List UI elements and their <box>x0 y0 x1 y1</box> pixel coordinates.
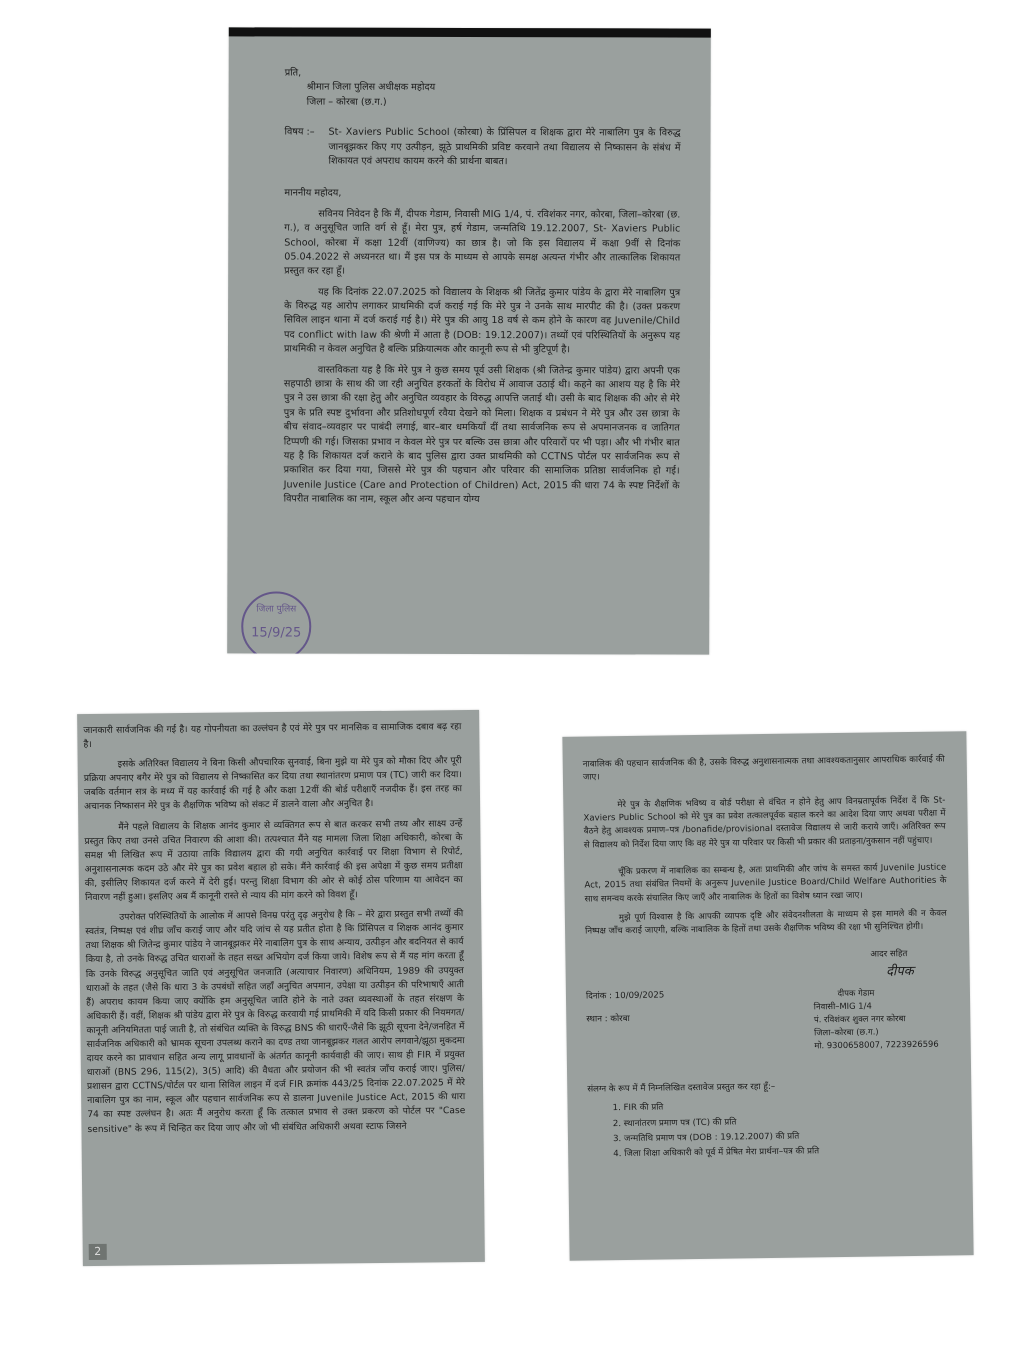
paragraph: चूँकि प्रकरण में नाबालिक का सम्बन्ध है, अतः प्राथमिकी और जांच के समस्त कार्य Juvenile Justice Act, 2015 तथा संबंधित नियमों के अनुरूप Juvenile Justice Board/Child Welfare Authorities के साथ समन्वय करके संचालित किए जाएँ और नाबालिक के हितों का विशेष ध्यान रखा जाए। <box>584 862 947 905</box>
sender-line: जिला–कोरबा (छ.ग.) <box>814 1026 879 1038</box>
paragraph: मेरे पुत्र के शैक्षणिक भविष्य व बोर्ड परीक्षा से वंचित न होने हेतु आप विनम्रतापूर्वक निर्देश दें कि St- Xaviers Public School को मेरे पुत्र का प्रवेश तत्कालपूर्वक बहाल करने का आदेश दिया जाए अथवा परीक्षा में बैठने हेतु आवश्यक प्रमाण–पत्र /bonafide/provisional दस्तावेज विद्यालय से जारी कराये जाएँ। अतिरिक्त रूप से विद्यालय को निर्देश दिया जाए कि वह मेरे पुत्र या परिवार पर किसी भी प्रकार की प्रताड़ना/नुकसान नहीं पहुंचाए। <box>583 795 946 851</box>
subject-text: St- Xaviers Public School (कोरबा) के प्रिंसिपल व शिक्षक द्वारा मेरे नाबालिग पुत्र के विरुद्ध जानबूझकर किए गए उत्पीड़न, झूठे प्राथमिकी प्रविष्ट करवाने तथा विद्यालय से निष्कासन के संबंध में शिकायत एवं अपराध कायम करने की प्रार्थना बाबत। <box>328 126 681 168</box>
list-item: 2. स्थानांतरण प्रमाण पत्र (TC) की प्रति <box>624 1113 950 1131</box>
sender-block <box>586 985 949 1055</box>
enclosures-intro: संलग्न के रूप में मैं निम्नलिखित दस्तावेज प्रस्तुत कर रहा हूँ:– <box>587 1081 776 1095</box>
stamp-text: जिला पुलिस <box>256 604 297 615</box>
sender-name: दीपक गेडाम <box>837 987 875 998</box>
list-item: 1. FIR की प्रति <box>623 1098 949 1116</box>
salutation: माननीय महोदय, <box>284 187 342 200</box>
page-number: 2 <box>89 1244 107 1260</box>
subject-label: विषय :– <box>284 126 315 138</box>
paragraph: उपरोक्त परिस्थितियों के आलोक में आपसे विनम्र परंतु दृढ़ अनुरोध है कि – मेरे द्वारा प्रस्तुत सभी तथ्यों की स्वतंत्र, निष्पक्ष एवं शीघ्र जाँच कराई जाए और यदि जांच से यह प्रतीत होता है कि प्रिंसिपल व शिक्षक आनंद कुमार तथा शिक्षक श्री जितेन्द्र कुमार पांडेय ने जानबूझकर मेरे नाबालिग पुत्र के साथ अन्याय, उत्पीड़न और बदनियत से कार्य किया है, तो उनके विरुद्ध उचित धाराओं के तहत सख्त अभियोग दर्ज किया जाये। विशेष रूप से मैं यह मांग करता हूँ कि उनके विरुद्ध अनुसूचित जाति एवं अनुसूचित जनजाति (अत्याचार निवारण) अधिनियम, 1989 की उपयुक्त धाराओं के तहत (जैसे कि धारा 3 के उपबंधों सहित जहाँ अनुचित अपमान, उपेक्षा या उत्पीड़न की परिभाषाएँ आती हैं) अपराध कायम किया जाए क्योंकि हम अनुसूचित जाति होने के नाते उक्त व्यवस्थाओं के तहत संरक्षण के अधिकारी हैं। वहीं, शिक्षक श्री पांडेय द्वारा मेरे पुत्र के विरुद्ध करवायी गई प्राथमिकी में यदि किसी प्रकार की नियमगत/कानूनी अनियमितता पाई जाती है, तो संबंधित व्यक्ति के विरुद्ध BNS की धाराएँ-जैसे कि झूठी सूचना देने/जनहित में सार्वजनिक अधिकारी को भ्रामक सूचना उपलब्ध कराने का दण्ड तथा जानबूझकर गलत आरोप लगवाने/झूठा मुकदमा दायर करने का प्रावधान सहित अन्य लागू प्रावधानों के अंतर्गत कानूनी कार्यवाही की जाए। साथ ही FIR में प्रयुक्त धाराओं (BNS 296, 115(2), 3(5) आदि) की वैधता और प्रयोजन की भी स्वतंत्र जाँच कराई जाए। पुलिस/प्रशासन द्वारा CCTNS/पोर्टल पर थाना सिविल लाइन में दर्ज FIR क्रमांक 443/25 दिनांक 22.07.2025 में मेरे नाबालिग पुत्र का नाम, स्कूल और पहचान सार्वजनिक रूप से डालना Juvenile Justice Act, 2015 की धारा 74 का स्पष्ट उल्लंघन है। अतः मैं अनुरोध करता हूँ कि तत्काल प्रभाव से उक्त प्रकरण को पोर्टल पर "Case sensitive" के रूप में चिन्हित कर दिया जाए और जो भी संबंधित अधिकारी अथवा स्टाफ जिसने <box>85 909 466 1135</box>
address-block <box>285 67 681 111</box>
paragraph: मैंने पहले विद्यालय के शिक्षक आनंद कुमार से व्यक्तिगत रूप से बात करकर सभी तथ्य और साक्ष्य उन्हें प्रस्तुत किए तथा उनसे उचित निवारण की आशा की। तत्पश्चात मैंने यह मामला जिला शिक्षा अधिकारी, कोरबा के समक्ष भी लिखित रूप में उठाया ताकि विद्यालय द्वारा की गयी अनुचित कार्रवाई पर शिक्षा विभाग से रिपोर्ट, अनुशासनात्मक कदम उठे और मेरे पुत्र का प्रवेश बहाल हो सके। मैंने कार्रवाई की इस अपेक्षा में कुछ समय प्रतीक्षा की, इसीलिए शिकायत दर्ज करने में देरी हुई। परन्तु शिक्षा विभाग की ओर से कोई ठोस परिणाम या आवेदन का निवारण नहीं हुआ। इसलिए अब मैं कानूनी रास्ते से न्याय की मांग करने को विवश हूँ। <box>84 818 463 904</box>
police-stamp <box>241 591 311 654</box>
paragraph: सविनय निवेदन है कि मैं, दीपक गेडाम, निवासी MIG 1/4, पं. रविशंकर नगर, कोरबा, जिला–कोरबा (छ. ग.), व अनुसूचित जाति वर्ग से हूँ। मेरा पुत्र, हर्ष गेडाम, जन्मतिथि 19.12.2007, St- Xaviers Public School, कोरबा में कक्षा 12वीं (वाणिज्य) का छात्र है। जो कि इस विद्यालय में कक्षा 9वीं से दिनांक 05.04.2022 से अध्यनरत था। मैं इस पत्र के माध्यम से आपके समक्ष अत्यन्त गंभीर और तात्कालिक शिकायत प्रस्तुत कर रहा हूँ। <box>284 208 681 277</box>
recipient-line: श्रीमान जिला पुलिस अधीक्षक महोदय <box>306 81 436 94</box>
paragraph: वास्तविकता यह है कि मेरे पुत्र ने कुछ समय पूर्व उसी शिक्षक (श्री जितेन्द्र कुमार पांडेय) द्वारा अपनी एक सहपाठी छात्रा के साथ की जा रही अनुचित हरकतों के विरोध में आवाज उठाई थी। कहने का आशय यह है कि मेरे पुत्र ने उस छात्रा की रक्षा हेतु और अनुचित व्यवहार के विरुद्ध आपत्ति जताई थी। उसी के बाद शिक्षक की ओर से मेरे पुत्र के प्रति स्पष्ट दुर्भावना और प्रतिशोधपूर्ण रवैया देखने को मिला। शिक्षक व प्रबंधन ने मेरे पुत्र और उस छात्रा के बीच संवाद–व्यवहार पर पाबंदी लगाई, बार–बार धमकियाँ दीं तथा सार्वजनिक रूप से अपमानजनक व जातिगत टिप्पणी की गई। जिसका प्रभाव न केवल मेरे पुत्र पर बल्कि उस छात्रा और परिवारों पर भी पड़ा। और भी गंभीर बात यह है कि शिकायत दर्ज कराने के बाद पुलिस द्वारा उक्त प्राथमिकी को CCTNS पोर्टल पर सार्वजनिक रूप से प्रकाशित कर दिया गया, जिससे मेरे पुत्र की पहचान और परिवार की सामाजिक प्रतिष्ठा सार्वजनिक हो गई। Juvenile Justice (Care and Protection of Children) Act, 2015 की धारा 74 के स्पष्ट निर्देशों के विपरीत नाबालिक का नाम, स्कूल और अन्य पहचान योग्य <box>283 364 680 506</box>
sender-line: निवासी–MIG 1/4 <box>813 1000 872 1012</box>
list-item: 3. जन्मतिथि प्रमाण पत्र (DOB : 19.12.2007) की प्रति <box>624 1128 950 1146</box>
sender-phone: मो. 9300658007, 7223926596 <box>814 1038 939 1051</box>
paragraph: नाबालिक की पहचान सार्वजनिक की है, उसके विरुद्ध अनुशासनात्मक तथा आवश्यकतानुसार आपराधिक कार्रवाई की जाए। <box>582 754 945 783</box>
letter-date: दिनांक : 10/09/2025 <box>585 990 665 1002</box>
list-item: 4. जिला शिक्षा अधिकारी को पूर्व में प्रेषित मेरा प्रार्थना–पत्र की प्रति <box>624 1144 950 1162</box>
letter-page-2 <box>77 710 485 1266</box>
closing: आदर सहित <box>870 949 908 961</box>
paragraph: इसके अतिरिक्त विद्यालय ने बिना किसी औपचारिक सुनवाई, बिना मुझे या मेरे पुत्र को मौका दिए और पूरी प्रक्रिया अपनाए बगैर मेरे पुत्र को विद्यालय से निष्कासित कर दिया तथा स्थानांतरण प्रमाण पत्र (TC) जारी कर दिया। जबकि वर्तमान सत्र के मध्य में यह कार्रवाई की गई है और कक्षा 12वीं की बोर्ड परीक्षाएँ नजदीक हैं। इस तरह का अचानक निष्कासन मेरे पुत्र के शैक्षणिक भविष्य को संकट में डालने वाला और अनुचित है। <box>83 756 462 813</box>
district-line: जिला – कोरबा (छ.ग.) <box>306 96 387 108</box>
letter-page-3 <box>562 731 973 1261</box>
letter-page-1 <box>227 27 711 654</box>
paragraph: यह कि दिनांक 22.07.2025 को विद्यालय के शिक्षक श्री जितेंद्र कुमार पांडेय के द्वारा मेरे नाबालिग पुत्र के विरुद्ध यह आरोप लगाकर प्राथमिकी दर्ज कराई गई कि मेरे पुत्र ने उनके साथ मारपीट की है। (उक्त प्रकरण सिविल लाइन थाना में दर्ज कराई गई है।) मेरे पुत्र की आयु 18 वर्ष से कम होने के कारण वह Juvenile/Child पद conflict with law की श्रेणी में आता है (DOB: 19.12.2007)। तथ्यों एवं परिस्थितियों के अनुरूप यह प्राथमिकी न केवल अनुचित है बल्कि प्रक्रियात्मक और कानूनी रूप से भी त्रुटिपूर्ण है। <box>283 286 681 356</box>
signature: दीपक <box>885 963 914 980</box>
enclosure-list <box>587 1098 950 1162</box>
letter-place: स्थान : कोरबा <box>586 1014 630 1025</box>
sender-line: पं. रविशंकर शुक्ल नगर कोरबा <box>813 1013 906 1025</box>
enclosures <box>587 1078 950 1162</box>
date-place <box>586 989 665 1055</box>
to-line: प्रति, <box>284 67 302 79</box>
subject-block <box>284 126 680 170</box>
sender-address <box>813 985 948 1052</box>
paragraph: मुझे पूर्ण विश्वास है कि आपकी व्यापक दृष्टि और संवेदनशीलता के माध्यम से इस मामले की न केवल निष्पक्ष जाँच कराई जाएगी, बल्कि नाबालिक के हितों तथा उसके शैक्षणिक भविष्य की रक्षा भी सुनिश्चित होगी। <box>585 908 947 937</box>
paragraph: जानकारी सार्वजनिक की गई है। यह गोपनीयता का उल्लंघन है एवं मेरे पुत्र पर मानसिक व सामाजिक दबाव बढ़ रहा है। <box>83 722 462 751</box>
stamp-date: 15/9/25 <box>251 624 302 641</box>
